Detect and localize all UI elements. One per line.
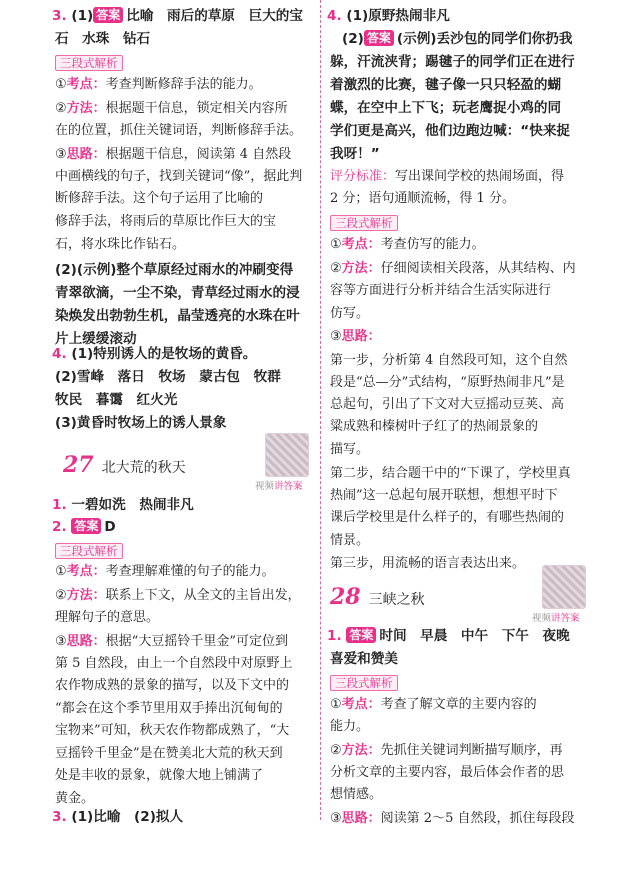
lesson-title: 北大荒的秋天 bbox=[101, 460, 186, 476]
column-divider bbox=[320, 0, 321, 820]
answer-badge: 答案 bbox=[364, 30, 394, 46]
answer-badge: 答案 bbox=[346, 627, 376, 643]
section-label: 三段式解析 bbox=[330, 674, 398, 692]
lesson-28-heading bbox=[330, 584, 425, 613]
lesson-27-heading bbox=[63, 452, 186, 481]
video-qr-code[interactable] bbox=[542, 565, 586, 609]
video-caption: 视频讲答案 bbox=[255, 481, 303, 492]
answer-badge: 答案 bbox=[93, 7, 123, 23]
lesson-number: 27 bbox=[63, 452, 94, 478]
video-qr-code[interactable] bbox=[265, 433, 309, 477]
section-label: 三段式解析 bbox=[55, 542, 123, 560]
answer-badge: 答案 bbox=[71, 518, 101, 534]
question-4: 4. (1)特别诱人的是牧场的黄昏。 bbox=[52, 346, 257, 362]
section-label: 三段式解析 bbox=[330, 214, 398, 232]
video-caption: 视频讲答案 bbox=[532, 613, 580, 624]
question-3: 3. (1) 答案 比喻 雨后的草原 巨大的宝 bbox=[52, 8, 303, 24]
lesson-number: 28 bbox=[330, 584, 361, 610]
lesson-title: 三峡之秋 bbox=[368, 592, 425, 608]
section-label: 三段式解析 bbox=[55, 54, 123, 72]
